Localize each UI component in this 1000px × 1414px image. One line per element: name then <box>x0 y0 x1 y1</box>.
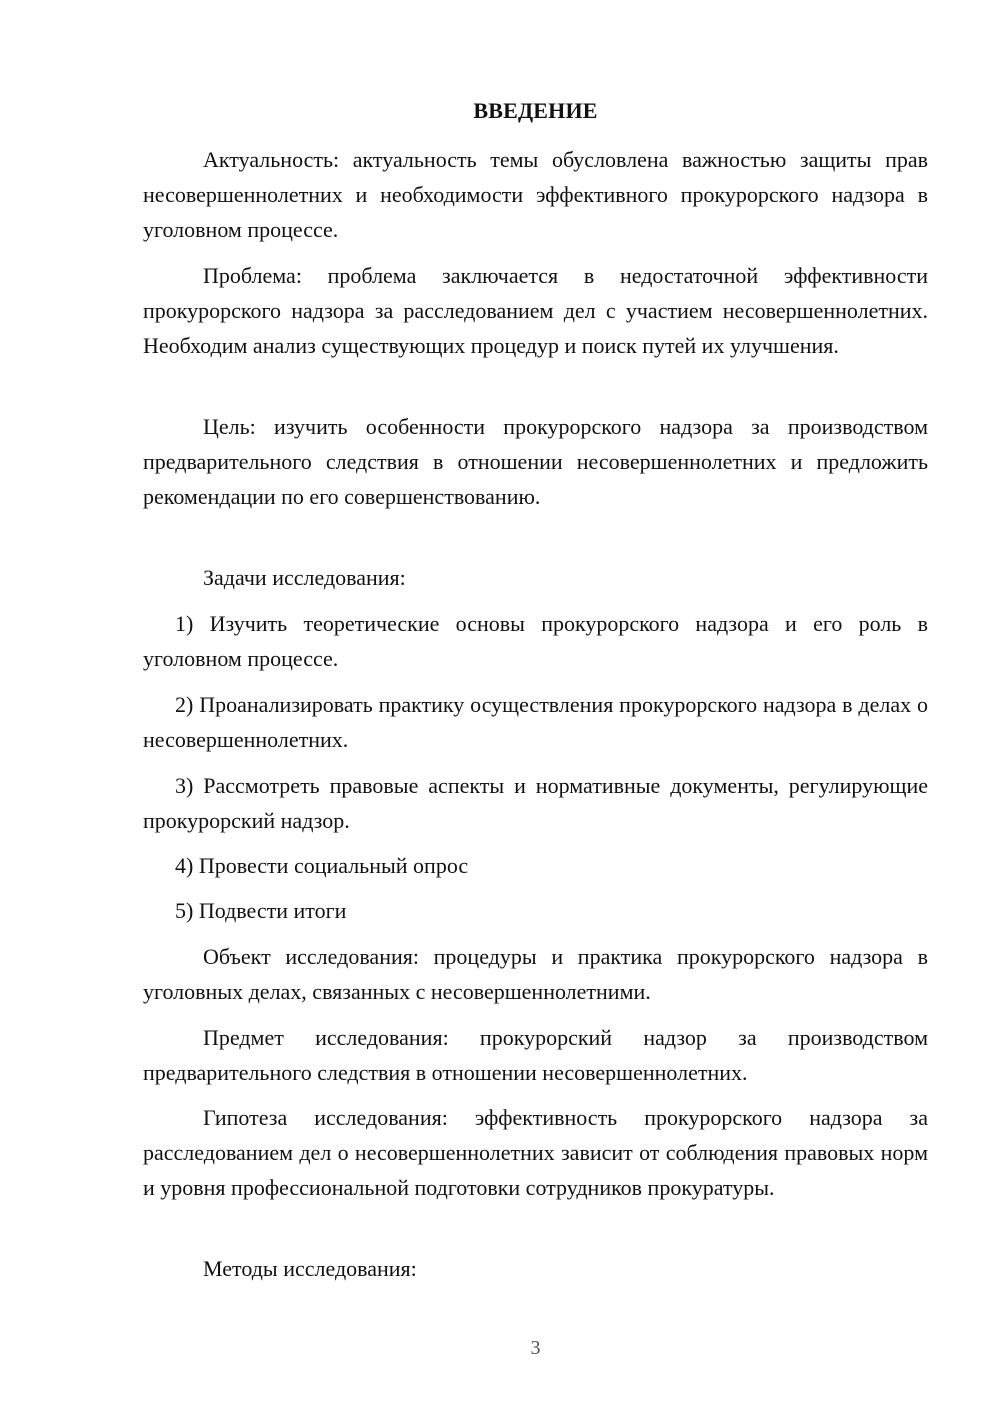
tasks-heading: Задачи исследования: <box>203 565 406 590</box>
task-item-3: 3) Рассмотреть правовые аспекты и нормативные документы, регулирующие прокурорский надзор. <box>143 773 928 833</box>
task-item-5: 5) Подвести итоги <box>175 898 347 923</box>
page-title: ВВЕДЕНИЕ <box>473 98 598 123</box>
paragraph-subject: Предмет исследования: прокурорский надзор за производством предварительного следствия в отношении несовершеннолетних. <box>143 1025 928 1085</box>
paragraph-hypothesis: Гипотеза исследования: эффективность прокурорского надзора за расследованием дел о несовершеннолетних зависит от соблюдения правовых норм и уровня профессиональной подготовки сотрудников прокуратуры. <box>143 1105 928 1200</box>
task-item-1: 1) Изучить теоретические основы прокурорского надзора и его роль в уголовном процессе. <box>143 611 928 671</box>
methods-heading: Методы исследования: <box>203 1256 417 1281</box>
paragraph-relevance: Актуальность: актуальность темы обусловлена важностью защиты прав несовершеннолетних и необходимости эффективного прокурорского надзора в уголовном процессе. <box>143 147 928 242</box>
page-number: 3 <box>530 1337 541 1359</box>
paragraph-goal: Цель: изучить особенности прокурорского надзора за производством предварительного следствия в отношении несовершеннолетних и предложить рекомендации по его совершенствованию. <box>143 414 928 509</box>
paragraph-object: Объект исследования: процедуры и практика прокурорского надзора в уголовных делах, связанных с несовершеннолетними. <box>143 944 928 1004</box>
task-item-2: 2) Проанализировать практику осуществления прокурорского надзора в делах о несовершеннолетних. <box>143 692 928 752</box>
task-item-4: 4) Провести социальный опрос <box>175 853 469 878</box>
paragraph-problem: Проблема: проблема заключается в недостаточной эффективности прокурорского надзора за расследованием дел с участием несовершеннолетних. Необходим анализ существующих процедур и поиск путей их улучшения. <box>143 263 928 358</box>
